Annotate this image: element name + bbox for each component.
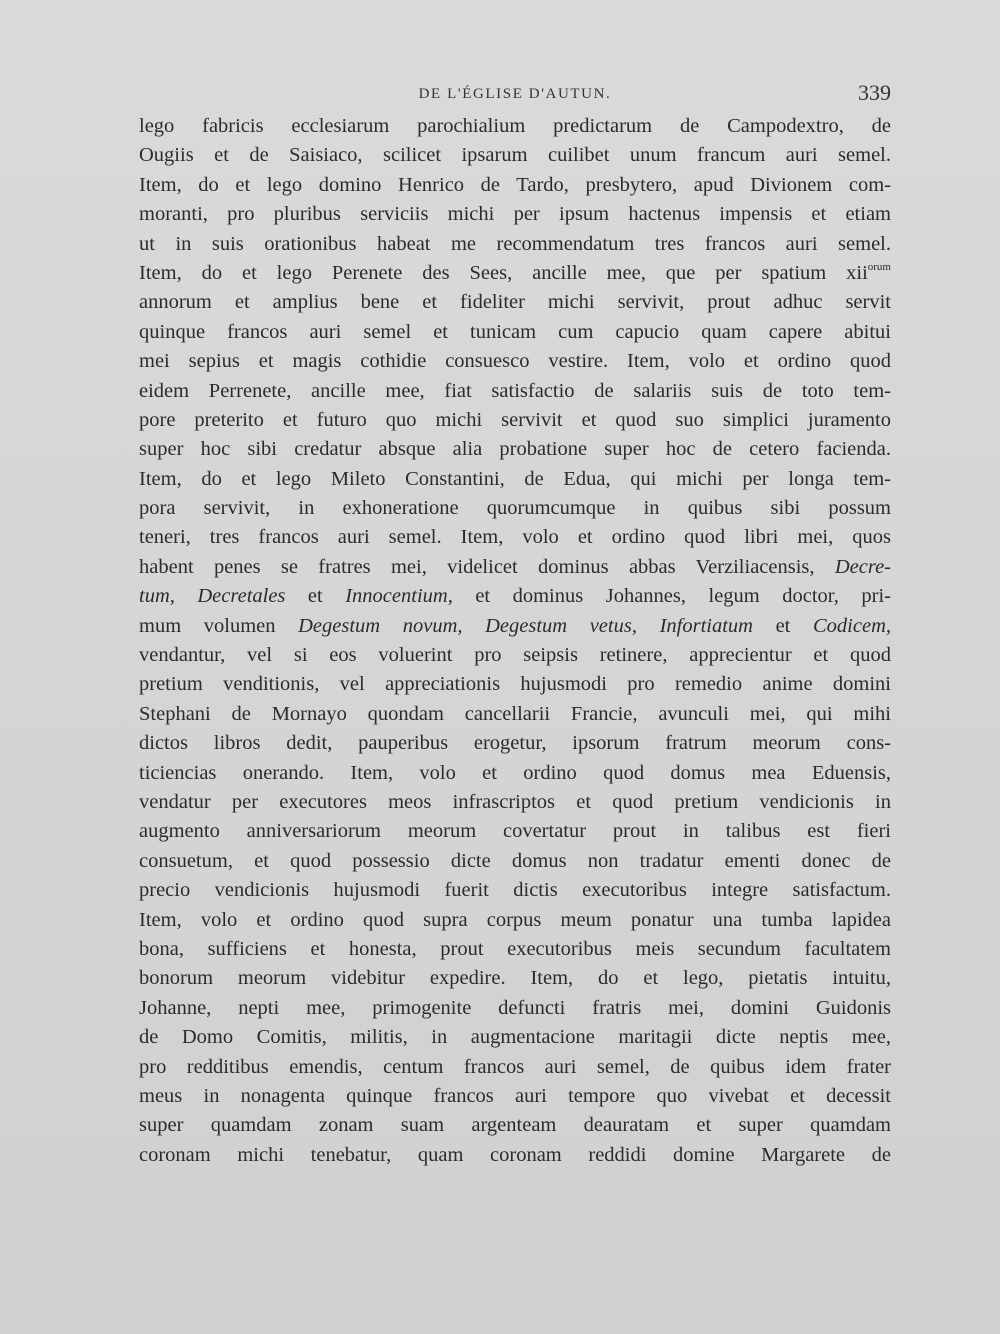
text-line: [139, 582, 891, 611]
text-segment: augmento anniversariorum meorum covertatur prout in talibus est fieri: [139, 820, 891, 843]
text-segment: et: [285, 585, 346, 608]
text-segment: Stephani de Mornayo quondam cancellarii Francie, avunculi mei, qui mihi: [139, 702, 891, 725]
text-segment: Item, do et lego Perenete des Sees, ancille mee, que per spatium xii: [139, 261, 868, 284]
text-line: [139, 994, 891, 1023]
text-line: [139, 670, 891, 699]
text-segment: mum volumen: [139, 614, 299, 637]
text-segment: lego fabricis ecclesiarum parochialium predictarum de Campodextro, de: [139, 115, 891, 137]
text-segment: ,: [169, 585, 198, 608]
page-number: 339: [858, 80, 891, 105]
text-segment: consuetum, et quod possessio dicte domus non tradatur ementi donec de: [139, 849, 891, 872]
text-line: [139, 1053, 891, 1082]
text-line: [139, 377, 891, 406]
text-segment: moranti, pro pluribus serviciis michi per ipsum hactenus impensis et etiam: [139, 203, 891, 226]
italic-title: tum: [139, 585, 170, 608]
text-line: [139, 935, 891, 964]
body-text: [139, 112, 891, 1170]
text-line: [139, 612, 891, 641]
text-segment: Johanne, nepti mee, primogenite defuncti fratris mei, domini Guidonis: [139, 996, 891, 1019]
text-segment: precio vendicionis hujusmodi fuerit dictis executoribus integre satisfactum.: [139, 879, 891, 902]
italic-title: Decretales: [197, 585, 286, 608]
text-line: [139, 1023, 891, 1052]
italic-title: Innocentium,: [345, 585, 453, 608]
text-line: [139, 141, 891, 170]
text-line: [139, 729, 891, 758]
text-segment: de Domo Comitis, militis, in augmentacione maritagii dicte neptis mee,: [139, 1026, 891, 1049]
text-line: [139, 1111, 891, 1140]
text-segment: Item, do et lego domino Henrico de Tardo, presbytero, apud Divionem com-: [139, 173, 891, 196]
text-line: [139, 112, 891, 141]
text-line: [139, 700, 891, 729]
text-segment: eidem Perrenete, ancille mee, fiat satisfactio de salariis suis de toto tem-: [139, 379, 891, 402]
text-segment: ticiencias onerando. Item, volo et ordino quod domus mea Eduensis,: [139, 761, 891, 784]
text-line: [139, 465, 891, 494]
running-head: [139, 80, 891, 110]
text-segment: ut in suis orationibus habeat me recommendatum tres francos auri semel.: [139, 232, 891, 255]
text-segment: annorum et amplius bene et fideliter michi servivit, prout adhuc servit: [139, 291, 891, 314]
text-segment: super quamdam zonam suam argenteam deauratam et super quamdam: [139, 1114, 891, 1137]
text-line: [139, 171, 891, 200]
text-segment: bona, sufficiens et honesta, prout executoribus meis secundum facultatem: [139, 937, 891, 960]
running-title: DE L'ÉGLISE D'AUTUN.: [418, 86, 612, 102]
text-segment: Item, volo et ordino quod supra corpus meum ponatur una tumba lapidea: [139, 908, 891, 931]
text-segment: habent penes se fratres mei, videlicet dominus abbas Verziliacensis,: [139, 555, 835, 578]
text-segment: vendatur per executores meos infrascriptos et quod pretium vendicionis in: [139, 790, 891, 813]
text-segment: teneri, tres francos auri semel. Item, volo et ordino quod libri mei, quos: [139, 526, 891, 549]
text-line: [139, 494, 891, 523]
text-line: [139, 406, 891, 435]
text-segment: mei sepius et magis cothidie consuesco vestire. Item, volo et ordino quod: [139, 350, 891, 373]
text-segment: pora servivit, in exhoneratione quorumcumque in quibus sibi possum: [139, 497, 891, 520]
italic-title: Codicem,: [813, 614, 891, 637]
text-line: [139, 1082, 891, 1111]
text-line: [139, 641, 891, 670]
text-line: [139, 964, 891, 993]
text-segment: dictos libros dedit, pauperibus erogetur, ipsorum fratrum meorum cons-: [139, 732, 891, 755]
text-line: [139, 817, 891, 846]
text-line: [139, 259, 891, 288]
text-segment: quinque francos auri semel et tunicam cum capucio quam capere abitui: [139, 320, 891, 343]
text-line: [139, 553, 891, 582]
text-line: [139, 759, 891, 788]
text-segment: pretium venditionis, vel appreciationis hujusmodi pro remedio anime domini: [139, 673, 891, 696]
italic-title: Decre-: [834, 555, 891, 578]
text-line: [139, 288, 891, 317]
text-line: [139, 435, 891, 464]
text-segment: pore preterito et futuro quo michi servivit et quod suo simplici juramento: [139, 408, 891, 431]
text-line: [139, 347, 891, 376]
text-line: [139, 1141, 891, 1170]
text-segment: Item, do et lego Mileto Constantini, de Edua, qui michi per longa tem-: [139, 467, 891, 490]
text-segment: super hoc sibi credatur absque alia probatione super hoc de cetero facienda.: [139, 438, 891, 461]
text-line: [139, 788, 891, 817]
text-line: [139, 230, 891, 259]
text-line: [139, 523, 891, 552]
text-segment: Ougiis et de Saisiaco, scilicet ipsarum cuilibet unum francum auri semel.: [139, 144, 891, 167]
superscript: orum: [867, 260, 891, 273]
text-line: [139, 906, 891, 935]
text-segment: meus in nonagenta quinque francos auri tempore quo vivebat et decessit: [139, 1084, 891, 1107]
text-segment: vendantur, vel si eos voluerint pro seipsis retinere, apprecientur et quod: [139, 644, 891, 667]
text-segment: et: [752, 614, 813, 637]
text-segment: bonorum meorum videbitur expedire. Item, do et lego, pietatis intuitu,: [139, 967, 891, 990]
text-segment: coronam michi tenebatur, quam coronam reddidi domine Margarete de: [139, 1143, 891, 1166]
text-line: [139, 318, 891, 347]
text-line: [139, 200, 891, 229]
text-line: [139, 847, 891, 876]
text-line: [139, 876, 891, 905]
text-segment: et dominus Johannes, legum doctor, pri-: [452, 585, 892, 608]
text-segment: pro redditibus emendis, centum francos auri semel, de quibus idem frater: [139, 1055, 891, 1078]
italic-title: Degestum novum, Degestum vetus, Infortiatum: [298, 614, 753, 637]
